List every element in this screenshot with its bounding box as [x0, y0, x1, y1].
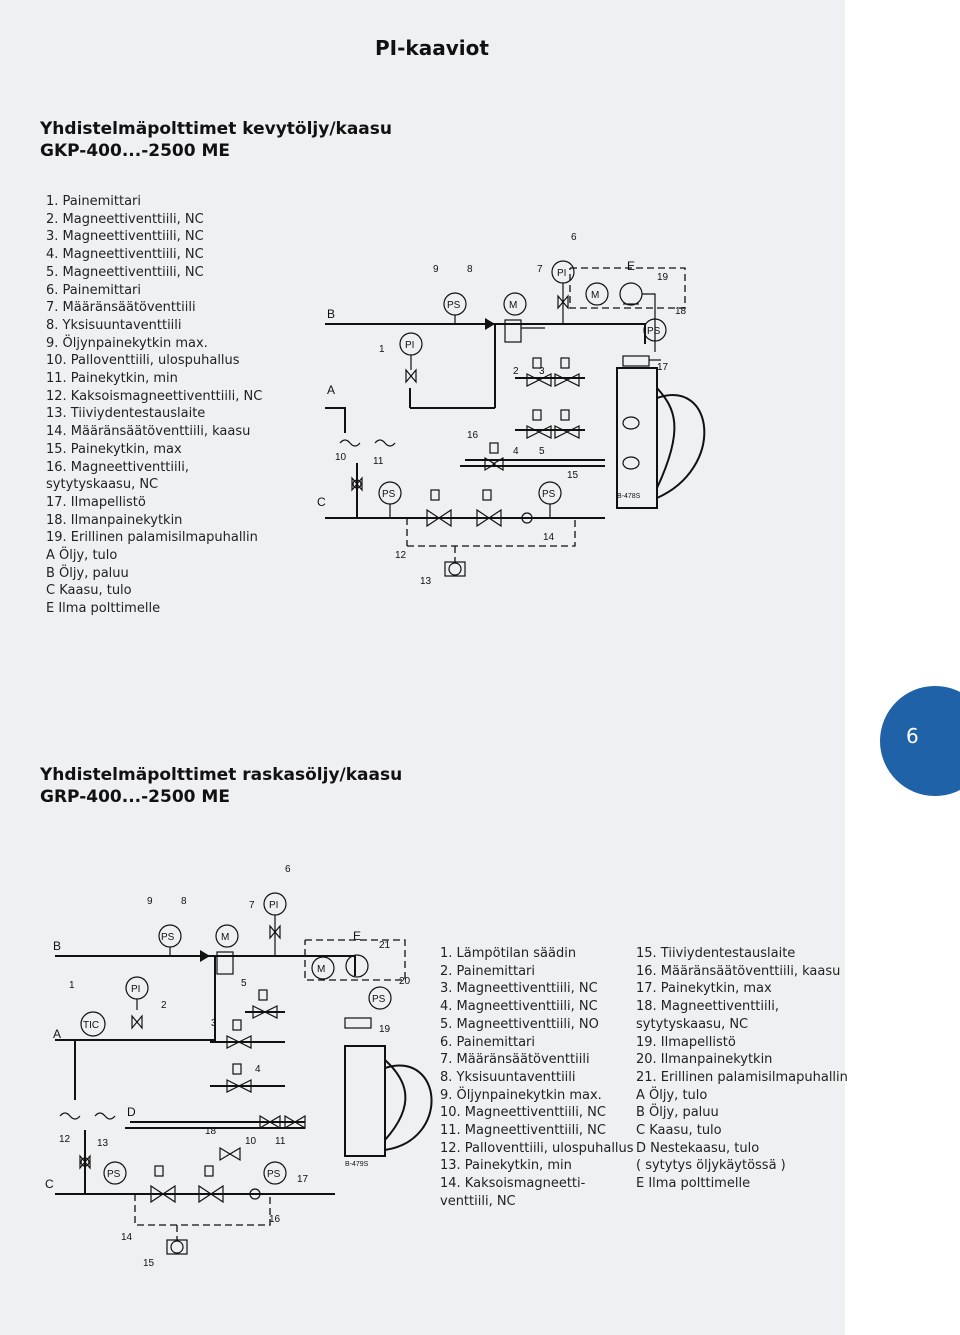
diag2-line-e: E: [353, 929, 362, 943]
legend-item: C Kaasu, tulo: [46, 583, 132, 599]
page-title: PI-kaaviot: [375, 36, 489, 60]
legend-item: 21. Erillinen palamisilmapuhallin: [636, 1069, 848, 1085]
legend-item: 10. Palloventtiili, ulospuhallus: [46, 353, 240, 369]
diag2-n4: 4: [255, 1064, 261, 1075]
section1-title-line1: Yhdistelmäpolttimet kevytöljy/kaasu: [40, 119, 393, 139]
diag2-n20: 20: [399, 976, 411, 987]
diag1-ps-11: PS: [382, 489, 396, 500]
legend-item: 19. Ilmapellistö: [636, 1034, 736, 1050]
legend-item: 4. Magneettiventtiili, NC: [46, 247, 204, 263]
legend-item: 6. Painemittari: [440, 1034, 535, 1050]
diag2-n2: 2: [161, 1000, 167, 1011]
legend-item: 7. Määränsäätöventtiili: [46, 300, 196, 316]
legend-item: 16. Magneettiventtiili,: [46, 459, 189, 475]
legend-item: 5. Magneettiventtiili, NC: [46, 264, 204, 280]
legend-item: 12. Palloventtiili, ulospuhallus: [440, 1140, 634, 1156]
diag2-n15: 15: [143, 1258, 155, 1269]
section1-legend: [46, 193, 262, 618]
legend-item: ( sytytys öljykäytössä ): [636, 1158, 786, 1174]
diag2-ps-20: PS: [372, 994, 386, 1005]
diag2-n7: 7: [249, 900, 255, 911]
legend-item: 8. Yksisuuntaventtiili: [46, 317, 182, 333]
legend-item: 18. Ilmanpainekytkin: [46, 512, 183, 528]
legend-item: 19. Erillinen palamisilmapuhallin: [46, 530, 258, 546]
diag1-n9: 9: [433, 264, 439, 275]
diag2-line-a: A: [53, 1027, 62, 1041]
diag1-n2: 2: [513, 366, 519, 377]
legend-item: 8. Yksisuuntaventtiili: [440, 1069, 576, 1085]
legend-item: 1. Painemittari: [46, 194, 141, 209]
diag2-line-b: B: [53, 939, 62, 953]
legend-item: 15. Painekytkin, max: [46, 441, 182, 457]
legend-item: 20. Ilmanpainekytkin: [636, 1052, 773, 1068]
legend-item: 9. Öljynpainekytkin max.: [440, 1087, 602, 1103]
diag1-n5: 5: [539, 446, 545, 457]
legend-item: 3. Magneettiventtiili, NC: [440, 981, 598, 997]
legend-item: 11. Painekytkin, min: [46, 371, 178, 387]
section2-pi-diagram: [35, 860, 435, 1280]
section2-legend-col1: [440, 945, 634, 1211]
diag1-n10: 10: [335, 452, 347, 463]
diag1-ps-9: PS: [447, 300, 461, 311]
legend-item: 1. Lämpötilan säädin: [440, 946, 577, 961]
legend-item: 2. Painemittari: [440, 963, 535, 979]
legend-item: 2. Magneettiventtiili, NC: [46, 211, 204, 227]
diag2-tic: TIC: [83, 1020, 100, 1031]
legend-item: B Öljy, paluu: [46, 565, 129, 581]
diag2-n10: 10: [245, 1136, 257, 1147]
diag1-m-pump: M: [509, 300, 518, 311]
diag1-pi-1: PI: [405, 340, 415, 351]
diag2-m-pump: M: [221, 932, 230, 943]
diag2-ps-13: PS: [107, 1169, 121, 1180]
diag2-line-c: C: [45, 1177, 54, 1191]
diag1-line-e: E: [627, 259, 636, 273]
diag1-n11: 11: [373, 456, 384, 467]
diag1-code: B-478S: [617, 493, 641, 500]
legend-item: A Öljy, tulo: [636, 1087, 708, 1103]
diag2-pi-2: PI: [131, 984, 141, 995]
section1-pi-diagram: [305, 228, 705, 628]
diag1-n18: 18: [675, 306, 687, 317]
diag1-n3: 3: [539, 366, 545, 377]
legend-item: 16. Määränsäätöventtiili, kaasu: [636, 963, 841, 979]
legend-item: 11. Magneettiventtiili, NC: [440, 1123, 606, 1139]
legend-item: 7. Määränsäätöventtiili: [440, 1052, 590, 1068]
legend-item: sytytyskaasu, NC: [46, 477, 159, 493]
legend-item: 17. Ilmapellistö: [46, 494, 146, 510]
section2-title: [40, 764, 402, 808]
diag2-ps-17: PS: [267, 1169, 281, 1180]
diag2-n18: 18: [205, 1126, 217, 1137]
diag1-line-c: C: [317, 495, 326, 509]
diag2-n9: 9: [147, 896, 153, 907]
diag2-n5: 5: [241, 978, 247, 989]
diag2-n6: 6: [285, 864, 291, 875]
legend-item: 6. Painemittari: [46, 282, 141, 298]
legend-item: 13. Tiiviydentestauslaite: [46, 406, 206, 422]
diag1-pi-6: PI: [557, 268, 567, 279]
diag1-ps-18: PS: [647, 326, 661, 337]
diag1-n16: 16: [467, 430, 479, 441]
legend-item: C Kaasu, tulo: [636, 1123, 722, 1139]
legend-item: 9. Öljynpainekytkin max.: [46, 335, 208, 351]
diag2-n21: 21: [379, 940, 391, 951]
diag2-pi-6: PI: [269, 900, 279, 911]
legend-item: D Nestekaasu, tulo: [636, 1140, 760, 1156]
legend-item: 4. Magneettiventtiili, NC: [440, 999, 598, 1015]
legend-item: 17. Painekytkin, max: [636, 981, 772, 997]
section1-title-line2: GKP-400...-2500 ME: [40, 141, 231, 161]
section2-title-line2: GRP-400...-2500 ME: [40, 787, 230, 807]
diag2-ps-9: PS: [161, 932, 175, 943]
diag1-n4: 4: [513, 446, 519, 457]
diag1-ps-15: PS: [542, 489, 556, 500]
diag1-n17: 17: [657, 362, 669, 373]
diag1-n1: 1: [379, 344, 385, 355]
legend-item: sytytyskaasu, NC: [636, 1016, 749, 1032]
diag2-n3: 3: [211, 1018, 217, 1029]
diag1-line-b: B: [327, 307, 336, 321]
diag1-n12: 12: [395, 550, 407, 561]
section1-title: [40, 118, 392, 162]
diag2-n17: 17: [297, 1174, 309, 1185]
diag2-n13: 13: [97, 1138, 109, 1149]
diag2-n19: 19: [379, 1024, 391, 1035]
diag2-line-d: D: [127, 1105, 136, 1119]
legend-item: A Öljy, tulo: [46, 548, 118, 564]
diag2-n14: 14: [121, 1232, 133, 1243]
legend-item: 5. Magneettiventtiili, NO: [440, 1016, 599, 1032]
diag1-n8: 8: [467, 264, 473, 275]
diag2-n8: 8: [181, 896, 187, 907]
diag1-line-a: A: [327, 383, 336, 397]
legend-item: 3. Magneettiventtiili, NC: [46, 229, 204, 245]
diag2-n11: 11: [275, 1136, 286, 1147]
diag1-m-fan: M: [591, 290, 600, 301]
legend-item: 14. Kaksoismagneetti-: [440, 1176, 586, 1192]
legend-item: 14. Määränsäätöventtiili, kaasu: [46, 424, 251, 440]
diag1-n13: 13: [420, 576, 432, 587]
chapter-tab-number: 6: [906, 724, 919, 748]
chapter-tab-badge: [880, 686, 960, 796]
legend-item: E Ilma polttimelle: [46, 601, 161, 617]
diag2-n16: 16: [269, 1214, 281, 1225]
diag1-n15: 15: [567, 470, 579, 481]
legend-item: 12. Kaksoismagneettiventtiili, NC: [46, 388, 263, 404]
diag1-n7: 7: [537, 264, 543, 275]
diag1-n19: 19: [657, 272, 669, 283]
diag1-n14: 14: [543, 532, 555, 543]
legend-item: 13. Painekytkin, min: [440, 1158, 572, 1174]
diag1-n6: 6: [571, 232, 577, 243]
section2-title-line1: Yhdistelmäpolttimet raskasöljy/kaasu: [40, 765, 403, 785]
diag2-n1: 1: [69, 980, 75, 991]
legend-item: B Öljy, paluu: [636, 1105, 719, 1121]
diag2-n12: 12: [59, 1134, 71, 1145]
legend-item: venttiili, NC: [440, 1193, 516, 1209]
diag2-code: B-479S: [345, 1161, 369, 1168]
diag2-m-fan: M: [317, 964, 326, 975]
legend-item: 18. Magneettiventtiili,: [636, 999, 779, 1015]
legend-item: E Ilma polttimelle: [636, 1176, 751, 1192]
section2-legend-col2: [636, 945, 848, 1193]
legend-item: 10. Magneettiventtiili, NC: [440, 1105, 606, 1121]
legend-item: 15. Tiiviydentestauslaite: [636, 946, 796, 961]
